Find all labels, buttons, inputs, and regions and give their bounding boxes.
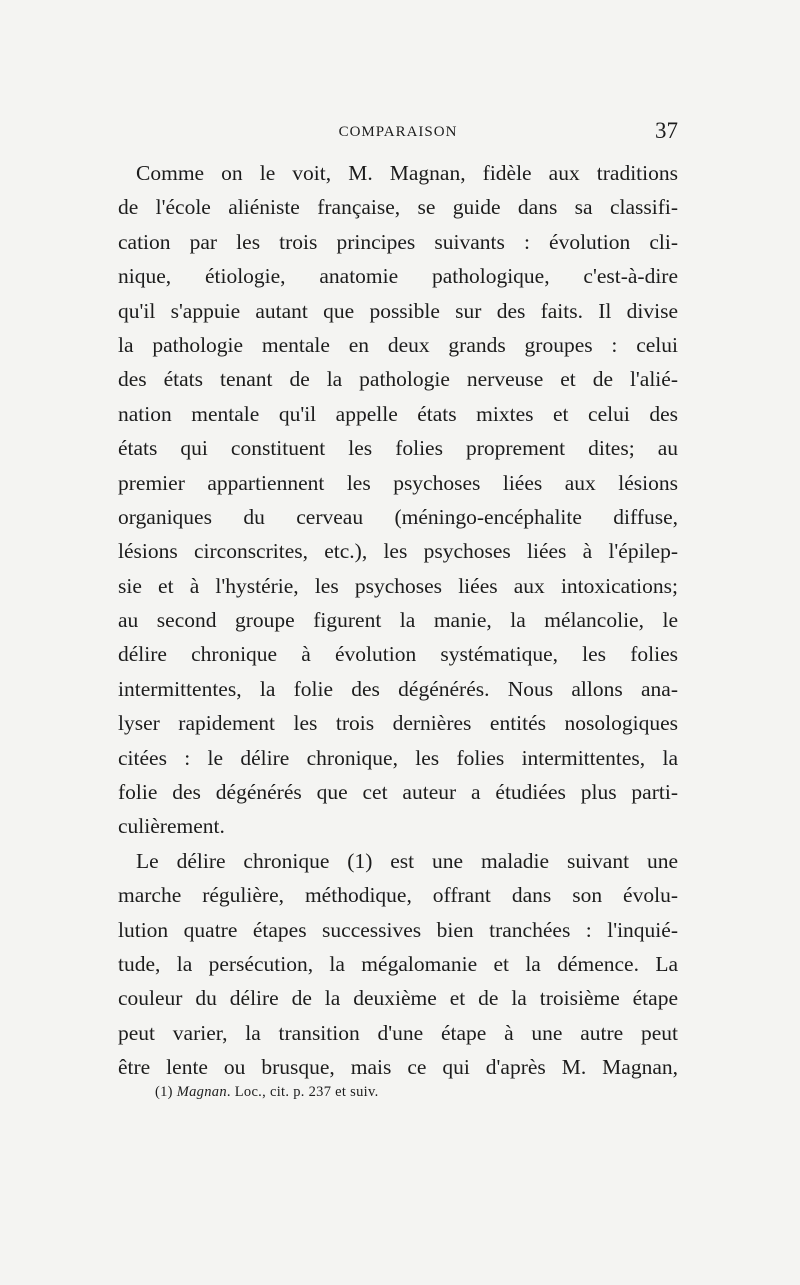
text-line: organiques du cerveau (méningo-encéphalite diffuse,	[118, 504, 678, 529]
text-line: des états tenant de la pathologie nerveuse et de l'alié-	[118, 367, 678, 392]
text-line: nique, étiologie, anatomie pathologique, c'est-à-dire	[118, 264, 678, 289]
text-line: sie et à l'hystérie, les psychoses liées aux intoxications;	[118, 573, 678, 598]
text-line: de l'école aliéniste française, se guide dans sa classifi-	[118, 195, 678, 220]
text-line: délire chronique à évolution systématique, les folies	[118, 642, 678, 667]
footnote-author: Magnan	[176, 1084, 227, 1100]
text-line: nation mentale qu'il appelle états mixtes et celui des	[118, 401, 678, 426]
text-line: qu'il s'appuie autant que possible sur des faits. Il divise	[118, 298, 678, 323]
text-line: folie des dégénérés que cet auteur a étudiées plus parti-	[118, 780, 678, 805]
text-line: culièrement.	[118, 814, 225, 839]
text-line: intermittentes, la folie des dégénérés. Nous allons ana-	[118, 676, 678, 701]
text-line: peut varier, la transition d'une étape à une autre peut	[118, 1020, 678, 1045]
footnote-marker: (1)	[155, 1084, 173, 1100]
text-line: premier appartiennent les psychoses liées aux lésions	[118, 470, 678, 495]
text-line: la pathologie mentale en deux grands groupes : celui	[118, 332, 678, 357]
page-header	[118, 118, 678, 148]
text-line: états qui constituent les folies proprement dites; au	[118, 436, 678, 461]
text-line: tude, la persécution, la mégalomanie et la démence. La	[118, 951, 678, 976]
footnote-text: . Loc., cit. p. 237 et suiv.	[226, 1084, 379, 1100]
text-line: lésions circonscrites, etc.), les psychoses liées à l'épilep-	[118, 539, 678, 564]
text-line: au second groupe figurent la manie, la mélancolie, le	[118, 608, 678, 633]
text-line: citées : le délire chronique, les folies intermittentes, la	[118, 745, 678, 770]
page-number: 37	[655, 118, 678, 143]
text-line: lution quatre étapes successives bien tranchées : l'inquié-	[118, 917, 678, 942]
text-line: être lente ou brusque, mais ce qui d'après M. Magnan,	[118, 1055, 678, 1080]
text-line: marche régulière, méthodique, offrant dans son évolu-	[118, 883, 678, 908]
footnote	[155, 1084, 379, 1101]
text-line: cation par les trois principes suivants : évolution cli-	[118, 229, 678, 254]
text-line: Comme on le voit, M. Magnan, fidèle aux traditions	[136, 161, 678, 185]
running-title: COMPARAISON	[338, 124, 458, 140]
text-line: Le délire chronique (1) est une maladie suivant une	[136, 848, 678, 873]
body-text	[118, 156, 678, 1085]
text-line: lyser rapidement les trois dernières entités nosologiques	[118, 711, 678, 736]
text-line: couleur du délire de la deuxième et de la troisième étape	[118, 986, 678, 1011]
